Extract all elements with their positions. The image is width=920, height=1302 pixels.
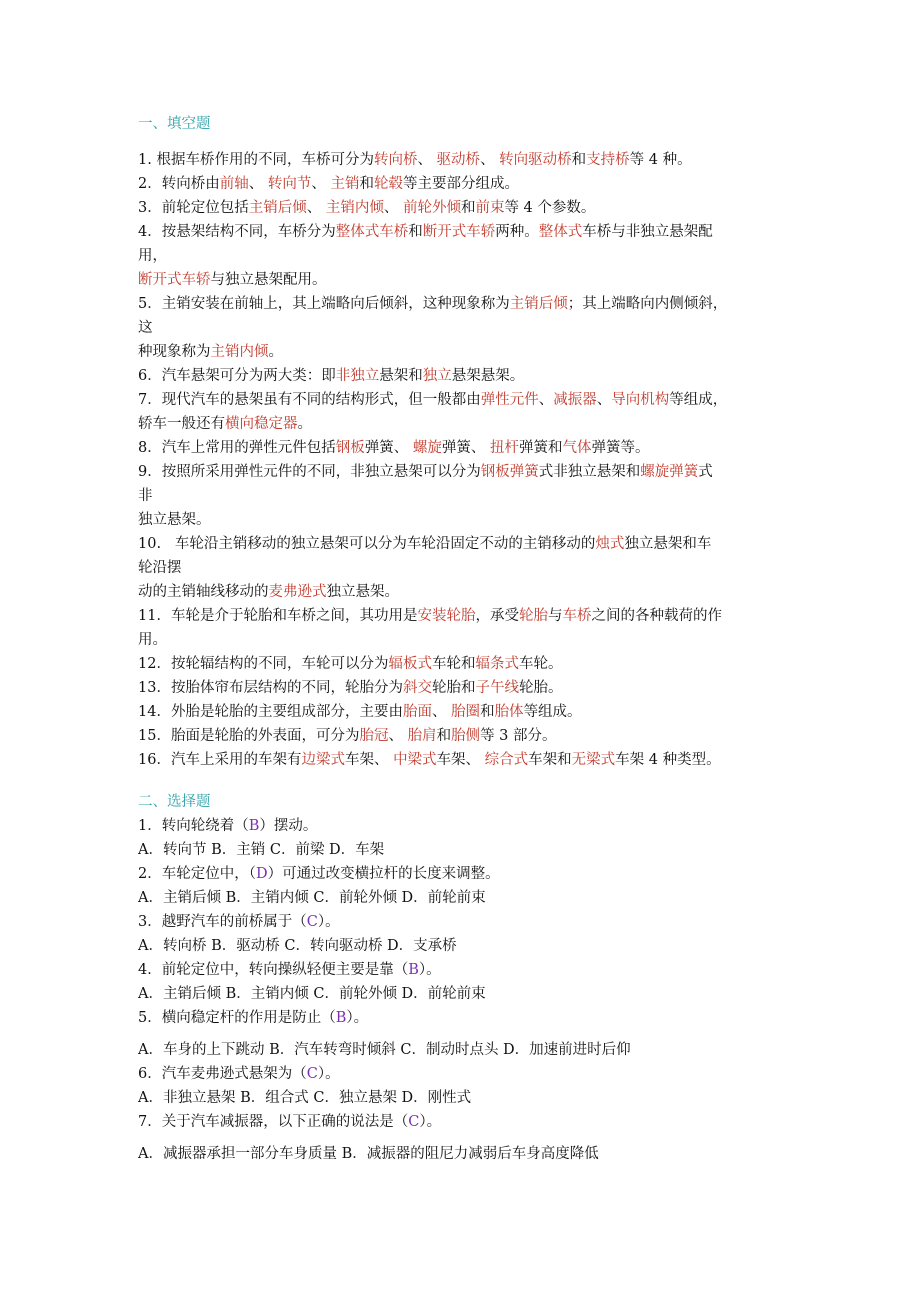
question-text: ）可通过改变横拉杆的长度来调整。 xyxy=(267,866,500,882)
answer-text: 主销 xyxy=(330,176,360,192)
section1-line xyxy=(138,508,211,532)
answer-text: 前轴 xyxy=(219,176,249,192)
section1-line xyxy=(138,628,167,652)
question-text: 独立悬架。 xyxy=(138,512,211,528)
section2-line xyxy=(138,982,486,1006)
answer-text: 前轮外倾 xyxy=(402,200,461,216)
question-text: 车架 4 种类型。 xyxy=(615,752,721,768)
choice-answer: B xyxy=(408,962,419,978)
section1-line xyxy=(138,436,649,460)
answer-text: 螺旋弹簧 xyxy=(640,464,699,480)
question-text: 、 xyxy=(306,200,326,216)
question-text: 9．按照所采用弹性元件的不同，非独立悬架可以分为 xyxy=(138,464,481,480)
question-text: 轿车一般还有 xyxy=(138,416,225,432)
section2-line xyxy=(138,862,500,886)
answer-text: 胎肩 xyxy=(407,728,437,744)
question-text: 和 xyxy=(436,728,452,744)
question-text: 非 xyxy=(138,488,153,504)
answer-text: 无梁式 xyxy=(571,752,616,768)
question-text: 种现象称为 xyxy=(138,344,211,360)
question-text: 轮胎。 xyxy=(518,680,563,696)
question-text: 3．前轮定位包括 xyxy=(138,200,249,216)
section1-line xyxy=(138,652,562,676)
answer-text: 独立 xyxy=(422,368,452,384)
answer-text: 转向桥 xyxy=(373,152,418,168)
question-text: 用。 xyxy=(138,632,167,648)
section1-line xyxy=(138,364,524,388)
choice-answer: C xyxy=(408,1114,420,1130)
question-text: 和 xyxy=(460,200,476,216)
question-text: A．主销后倾 B．主销内倾 C．前轮外倾 D．前轮前束 xyxy=(138,890,486,906)
question-text: 动的主销轴线移动的 xyxy=(138,584,269,600)
question-text: 、 xyxy=(383,200,403,216)
question-text: 5．主销安装在前轴上，其上端略向后倾斜，这种现象称为 xyxy=(138,296,510,312)
section2-line xyxy=(138,838,384,862)
section2-title: 二、选择题 xyxy=(138,794,211,810)
answer-text: 轮毂 xyxy=(373,176,403,192)
answer-text: 斜交 xyxy=(402,680,432,696)
answer-text: 前束 xyxy=(475,200,505,216)
section1-line xyxy=(138,748,721,772)
answer-text: 断开式车轿 xyxy=(422,224,496,240)
question-text: 车轮。 xyxy=(518,656,563,672)
question-text: 、 xyxy=(311,176,331,192)
question-text: 车桥与非独立悬架配 xyxy=(582,224,713,240)
section1-line xyxy=(138,532,711,556)
question-text: ）。 xyxy=(418,962,441,978)
question-text: 8．汽车上常用的弹性元件包括 xyxy=(138,440,336,456)
answer-text: 整体式 xyxy=(538,224,583,240)
question-text: 车架、 xyxy=(344,752,394,768)
question-text: 2．车轮定位中，（ xyxy=(138,866,256,882)
section1-line xyxy=(138,292,727,316)
question-text: 10. 车轮沿主销移动的独立悬架可以分为车轮沿固定不动的主销移动的 xyxy=(138,536,596,552)
question-text: 和 xyxy=(408,224,423,240)
section2-line xyxy=(138,910,340,934)
answer-text: 弹性元件 xyxy=(480,392,539,408)
question-text: 13．按胎体帘布层结构的不同，轮胎分为 xyxy=(138,680,403,696)
answer-text: 胎圈 xyxy=(451,704,481,720)
answer-text: 胎面 xyxy=(402,704,432,720)
question-text: 1. 根据车桥作用的不同，车桥可分为 xyxy=(138,152,374,168)
question-text: ）。 xyxy=(317,1066,340,1082)
answer-text: 钢板弹簧 xyxy=(480,464,539,480)
answer-text: 主销后倾 xyxy=(509,296,568,312)
section1-line xyxy=(138,724,557,748)
answer-text: 非独立 xyxy=(335,368,380,384)
choice-answer: D xyxy=(255,866,268,882)
question-text: 等组成， xyxy=(669,392,728,408)
answer-text: 子午线 xyxy=(475,680,519,696)
question-text: 2．转向桥由 xyxy=(138,176,220,192)
answer-text: 安装轮胎 xyxy=(417,608,476,624)
question-text: 车轮和 xyxy=(431,656,476,672)
answer-text: 麦弗逊式 xyxy=(268,584,327,600)
question-text: A．转向节 B．主销 C．前梁 D．车架 xyxy=(138,842,385,858)
question-text: 、 xyxy=(388,728,408,744)
question-text: 悬架和 xyxy=(379,368,423,384)
answer-text: 胎体 xyxy=(494,704,524,720)
question-text: 和 xyxy=(571,152,587,168)
section1-line xyxy=(138,700,582,724)
question-text: 和 xyxy=(480,704,495,720)
section1-line xyxy=(138,484,153,508)
choice-answer: B xyxy=(335,1010,347,1026)
question-text: 和 xyxy=(359,176,374,192)
answer-text: 扭杆 xyxy=(489,440,519,456)
answer-text: 气体 xyxy=(562,440,592,456)
question-text: 15．胎面是轮胎的外表面，可分为 xyxy=(138,728,360,744)
answer-text: 钢板 xyxy=(335,440,365,456)
section1-line xyxy=(138,580,399,604)
choice-answer: B xyxy=(248,818,260,834)
section1-line xyxy=(138,196,595,220)
question-text: A．转向桥 B．驱动桥 C．转向驱动桥 D．支承桥 xyxy=(138,938,457,954)
question-text: ；其上端略向内侧倾斜， xyxy=(567,296,728,312)
question-text: 7．关于汽车减振器，以下正确的说法是（ xyxy=(138,1114,409,1130)
section1-line xyxy=(138,460,713,484)
answer-text: 转向驱动桥 xyxy=(499,152,572,168)
section1-line xyxy=(138,220,713,244)
question-text: 这 xyxy=(138,320,153,336)
question-text: ）。 xyxy=(419,1114,442,1130)
section2-line xyxy=(138,814,317,838)
choice-answer: C xyxy=(306,914,318,930)
question-text: 独立悬架和车 xyxy=(624,536,712,552)
question-text: 等 3 部分。 xyxy=(480,728,557,744)
answer-text: 主销内倾 xyxy=(325,200,384,216)
question-text: A．减振器承担一部分车身质量 B．减振器的阻尼力减弱后车身高度降低 xyxy=(138,1146,599,1162)
answer-text: 断开式车轿 xyxy=(138,272,211,288)
question-text: 弹簧等。 xyxy=(591,440,650,456)
section2-line xyxy=(138,1038,631,1062)
answer-text: 胎冠 xyxy=(359,728,389,744)
question-text: 与独立悬架配用。 xyxy=(210,272,327,288)
question-text: 11．车轮是介于轮胎和车桥之间，其功用是 xyxy=(138,608,418,624)
question-text: ）摆动。 xyxy=(259,818,318,834)
answer-text: 转向节 xyxy=(267,176,312,192)
answer-text: 中梁式 xyxy=(393,752,437,768)
question-text: 式非独立悬架和 xyxy=(538,464,641,480)
answer-text: 驱动桥 xyxy=(436,152,481,168)
question-text: 、 xyxy=(248,176,268,192)
question-text: 4．按悬架结构不同，车桥分为 xyxy=(138,224,336,240)
question-text: 14．外胎是轮胎的主要组成部分，主要由 xyxy=(138,704,403,720)
answer-text: 主销内倾 xyxy=(210,344,269,360)
section2-line xyxy=(138,958,441,982)
section2-line xyxy=(138,1110,441,1134)
question-text: 、 xyxy=(431,704,452,720)
question-text: 7．现代汽车的悬架虽有不同的结构形式，但一般都由 xyxy=(138,392,481,408)
answer-text: 综合式 xyxy=(484,752,529,768)
section1-line xyxy=(138,412,312,436)
question-text: ）。 xyxy=(317,914,340,930)
question-text: 独立悬架。 xyxy=(326,584,399,600)
answer-text: 边梁式 xyxy=(301,752,345,768)
question-text: A．非独立悬架 B．组合式 C．独立悬架 D．刚性式 xyxy=(138,1090,472,1106)
question-text: 车架和 xyxy=(528,752,572,768)
section1-line xyxy=(138,604,722,628)
answer-text: 横向稳定器 xyxy=(225,416,298,432)
question-text: 等主要部分组成。 xyxy=(402,176,519,192)
section1-line xyxy=(138,316,153,340)
answer-text: 烛式 xyxy=(595,536,625,552)
question-text: A．车身的上下跳动 B．汽车转弯时倾斜 C．制动时点头 D．加速前进时后仰 xyxy=(138,1042,631,1058)
section1-line xyxy=(138,268,327,292)
question-text: 轮沿摆 xyxy=(138,560,182,576)
question-text: 5．横向稳定杆的作用是防止（ xyxy=(138,1010,336,1026)
section2-line xyxy=(138,886,486,910)
section1-line xyxy=(138,556,182,580)
section1-line xyxy=(138,172,519,196)
section2-line xyxy=(138,934,457,958)
question-text: 车架、 xyxy=(436,752,485,768)
question-text: 弹簧、 xyxy=(441,440,490,456)
answer-text: 主销后倾 xyxy=(248,200,307,216)
question-text: 弹簧和 xyxy=(518,440,563,456)
answer-text: 支持桥 xyxy=(586,152,630,168)
question-text: 、 xyxy=(480,152,500,168)
question-text: 、 xyxy=(596,392,612,408)
question-text: ）。 xyxy=(346,1010,369,1026)
answer-text: 螺旋 xyxy=(412,440,442,456)
section2-line xyxy=(138,1086,471,1110)
question-text: 两种。 xyxy=(495,224,539,240)
section2-line xyxy=(138,1142,599,1166)
question-text: 弹簧、 xyxy=(364,440,413,456)
question-text: 等 4 个参数。 xyxy=(504,200,596,216)
question-text: 等组成。 xyxy=(523,704,582,720)
question-text: 1．转向轮绕着（ xyxy=(138,818,249,834)
question-text: 。 xyxy=(297,416,312,432)
choice-answer: C xyxy=(306,1066,318,1082)
section1-line xyxy=(138,388,727,412)
question-text: 式 xyxy=(698,464,713,480)
answer-text: 减振器 xyxy=(553,392,597,408)
question-text: 12．按轮辐结构的不同，车轮可以分为 xyxy=(138,656,389,672)
question-text: 悬架悬架。 xyxy=(451,368,525,384)
question-text: 等 4 种。 xyxy=(629,152,692,168)
section2-line xyxy=(138,1006,368,1030)
question-text: 、 xyxy=(538,392,554,408)
question-text: 、 xyxy=(417,152,437,168)
section1-line xyxy=(138,676,562,700)
question-text: 3．越野汽车的前桥属于（ xyxy=(138,914,307,930)
question-text: 16．汽车上采用的车架有 xyxy=(138,752,302,768)
section1-title: 一、填空题 xyxy=(138,116,211,132)
question-text: 6．汽车麦弗逊式悬架为（ xyxy=(138,1066,307,1082)
section1-line xyxy=(138,244,167,268)
section1-line xyxy=(138,340,283,364)
question-text: 4．前轮定位中，转向操纵轻便主要是靠（ xyxy=(138,962,409,978)
question-text: 轮胎和 xyxy=(431,680,476,696)
section2-line xyxy=(138,1062,340,1086)
answer-text: 胎侧 xyxy=(451,728,481,744)
question-text: ，承受 xyxy=(475,608,519,624)
answer-text: 车桥 xyxy=(562,608,592,624)
question-text: 6．汽车悬架可分为两大类：即 xyxy=(138,368,336,384)
answer-text: 辐条式 xyxy=(475,656,519,672)
answer-text: 辐板式 xyxy=(388,656,432,672)
question-text: A．主销后倾 B．主销内倾 C．前轮外倾 D．前轮前束 xyxy=(138,986,486,1002)
answer-text: 导向机构 xyxy=(611,392,670,408)
question-text: 。 xyxy=(268,344,283,360)
question-text: 与 xyxy=(547,608,563,624)
question-text: 之间的各种载荷的作 xyxy=(591,608,722,624)
question-text: 用， xyxy=(138,248,167,264)
section1-line xyxy=(138,148,692,172)
answer-text: 轮胎 xyxy=(518,608,548,624)
answer-text: 整体式车桥 xyxy=(335,224,409,240)
